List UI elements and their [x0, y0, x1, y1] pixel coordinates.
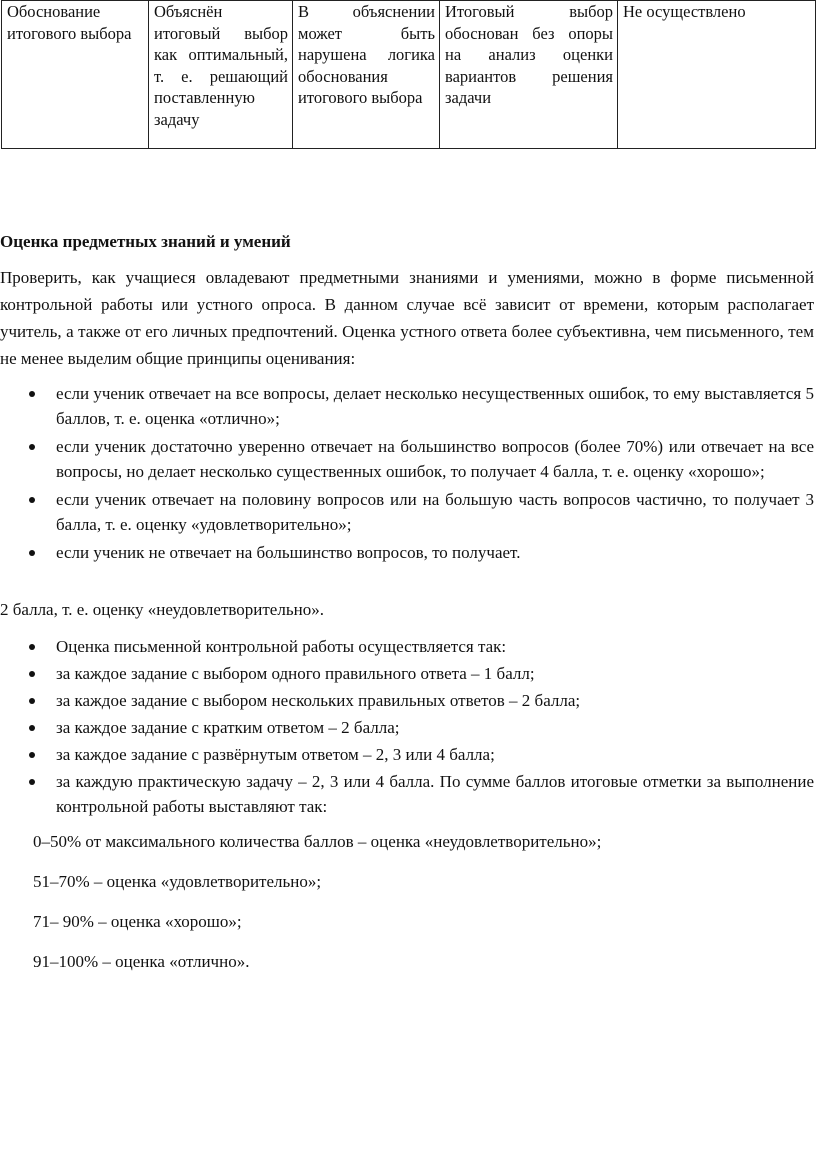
list-item	[0, 688, 814, 713]
list-item	[0, 661, 814, 686]
oral-criteria-list	[0, 381, 814, 568]
bullet-icon	[29, 725, 35, 731]
bullet-icon	[29, 779, 35, 785]
list-item-text: если ученик достаточно уверенно отвечает на большинство вопросов (более 70%) или отвечает на все вопросы, но делает несколько существенных ошибок, то получает 4 балла, т. е. оценку «хорошо»;	[56, 437, 814, 481]
bullet-icon	[29, 698, 35, 704]
table-cell-level-0: Не осуществлено	[618, 1, 816, 149]
written-criteria-list	[0, 634, 814, 821]
bullet-icon	[29, 671, 35, 677]
criteria-table	[1, 0, 816, 149]
list-item-text: за каждую практическую задачу – 2, 3 или 4 балла. По сумме баллов итоговые отметки за выполнение контрольной работы выставляют так:	[56, 772, 814, 816]
list-item	[0, 742, 814, 767]
bullet-icon	[29, 550, 35, 556]
grade-line: 51–70% – оценка «удовлетворительно»;	[33, 872, 322, 891]
list-item	[0, 487, 814, 537]
section-heading: Оценка предметных знаний и умений	[0, 232, 291, 251]
list-item	[0, 715, 814, 740]
list-item-text: за каждое задание с развёрнутым ответом – 2, 3 или 4 балла;	[56, 745, 495, 764]
bullet-icon	[29, 752, 35, 758]
bullet-icon	[29, 444, 35, 450]
after-list-text: 2 балла, т. е. оценку «неудовлетворительно».	[0, 600, 324, 619]
table-row	[2, 1, 816, 149]
bullet-icon	[29, 391, 35, 397]
list-item-text: за каждое задание с выбором нескольких правильных ответов – 2 балла;	[56, 691, 581, 710]
table-cell-criterion: Обоснование итогового выбора	[2, 1, 149, 149]
list-item-text: если ученик отвечает на все вопросы, делает несколько несущественных ошибок, то ему выставляется 5 баллов, т. е. оценка «отлично»;	[56, 384, 814, 428]
table-cell-level-1: Итоговый выбор обоснован без опоры на анализ оценки вариантов решения задачи	[440, 1, 618, 149]
list-item	[0, 769, 814, 819]
grade-line: 71– 90% – оценка «хорошо»;	[33, 912, 242, 931]
list-item-text: за каждое задание с кратким ответом – 2 балла;	[56, 718, 400, 737]
list-item	[0, 634, 814, 659]
list-item-text: за каждое задание с выбором одного правильного ответа – 1 балл;	[56, 664, 535, 683]
list-item-text: Оценка письменной контрольной работы осуществляется так:	[56, 637, 507, 656]
bullet-icon	[29, 497, 35, 503]
grade-line: 91–100% – оценка «отлично».	[33, 952, 250, 971]
table-cell-level-2: В объяснении может быть нарушена логика обоснования итогового выбора	[293, 1, 440, 149]
list-item-text: если ученик отвечает на половину вопросов или на большую часть вопросов частично, то получает 3 балла, т. е. оценку «удовлетворительно»;	[56, 490, 814, 534]
list-item	[0, 434, 814, 484]
list-item	[0, 540, 814, 565]
bullet-icon	[29, 644, 35, 650]
intro-paragraph: Проверить, как учащиеся овладевают предметными знаниями и умениями, можно в форме письменной контрольной работы или устного опроса. В данном случае всё зависит от времени, которым располагает учитель, а также от его личных предпочтений. Оценка устного ответа более субъективна, чем письменного, тем не менее выделим общие принципы оценивания:	[0, 268, 814, 368]
grade-line: 0–50% от максимального количества баллов – оценка «неудовлетворительно»;	[33, 832, 602, 851]
list-item	[0, 381, 814, 431]
list-item-text: если ученик не отвечает на большинство вопросов, то получает.	[56, 543, 521, 562]
table-cell-level-3: Объяснён итоговый выбор как оптимальный, т. е. решающий поставленную задачу	[149, 1, 293, 149]
